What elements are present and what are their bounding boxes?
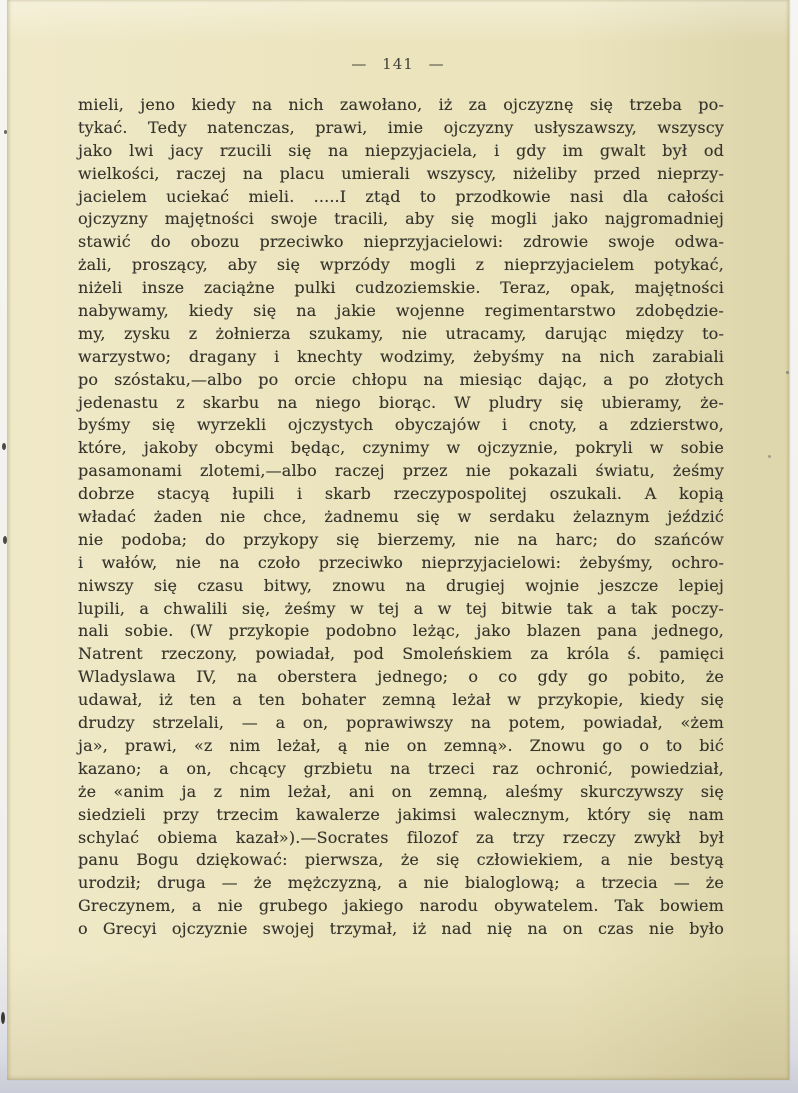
scan-speck <box>3 536 7 544</box>
scan-speck <box>786 371 789 374</box>
text-line: schylać obiema kazał»).—Socrates filozof za trzy rzeczy zwykł był <box>78 827 724 847</box>
text-line: niwszy się czasu bitwy, znowu na drugiej wojnie jeszcze lepiej <box>78 575 724 595</box>
header-left-dash: — <box>351 55 368 73</box>
text-line: o Grecyi ojczyznie swojej trzymał, iż nad nię na on czas nie było <box>78 919 724 939</box>
page-number: 141 <box>382 55 414 73</box>
text-line: dobrze stacyą łupili i skarb rzeczypospolitej oszukali. A kopią <box>78 484 724 504</box>
text-line: które, jakoby obcymi będąc, czynimy w ojczyznie, pokryli w sobie <box>78 438 724 458</box>
text-line: jedenastu z skarbu na niego biorąc. W pludry się ubieramy, że- <box>78 392 724 412</box>
text-line: Natrent rzeczony, powiadał, pod Smoleńskiem za króla ś. pamięci <box>78 644 724 664</box>
text-line: po szóstaku,—albo po orcie chłopu na miesiąc dając, a po złotych <box>78 369 724 389</box>
text-line: jako lwi jacy rzucili się na niepzyjaciela, i gdy im gwalt był od <box>78 140 724 160</box>
scan-speck <box>4 130 7 134</box>
text-line: Wladyslawa IV, na oberstera jednego; o co gdy go pobito, że <box>78 667 724 687</box>
text-line: jacielem uciekać mieli. .....I ztąd to przodkowie nasi dla całości <box>78 186 724 206</box>
scan-speck <box>2 443 6 450</box>
text-line: panu Bogu dziękować: pierwsza, że się człowiekiem, a nie bestyą <box>78 850 724 870</box>
text-line: warzystwo; dragany i knechty wodzimy, żebyśmy na nich zarabiali <box>78 346 724 366</box>
text-line: ojczyzny majętności swoje tracili, aby się mogli jako najgromadniej <box>78 209 724 229</box>
text-line: byśmy się wyrzekli ojczystych obyczajów i cnoty, a zdzierstwo, <box>78 415 724 435</box>
text-line: ja», prawi, «z nim leżał, ą nie on zemną». Znowu go o to bić <box>78 735 724 755</box>
text-line: siedzieli przy trzecim kawalerze jakimsi walecznym, który się nam <box>78 804 724 824</box>
text-line: udawał, iż ten a ten bohater zemną leżał w przykopie, kiedy się <box>78 690 724 710</box>
text-line: drudzy strzelali, — a on, poprawiwszy na potem, powiadał, «żem <box>78 713 724 733</box>
text-line: tykać. Tedy natenczas, prawi, imie ojczyzny usłyszawszy, wszyscy <box>78 117 724 137</box>
scan-speck <box>768 455 771 458</box>
text-line: władać żaden nie chce, żadnemu się w serdaku żelaznym jeździć <box>78 507 724 527</box>
text-line: żali, proszący, aby się wprzódy mogli z nieprzyjacielem potykać, <box>78 255 724 275</box>
text-line: nie podoba; do przykopy się bierzemy, nie na harc; do szańców <box>78 529 724 549</box>
text-line: i wałów, nie na czoło przeciwko nieprzyjacielowi: żebyśmy, ochro- <box>78 552 724 572</box>
text-line: lupili, a chwalili się, żeśmy w tej a w tej bitwie tak a tak poczy- <box>78 598 724 618</box>
text-line: Greczynem, a nie grubego jakiego narodu obywatelem. Tak bowiem <box>78 896 724 916</box>
text-line: wielkości, raczej na placu umierali wszyscy, niżeliby przed nieprzy- <box>78 163 724 183</box>
book-page <box>7 0 789 1080</box>
text-line: nali sobie. (W przykopie podobno leżąc, jako blazen pana jednego, <box>78 621 724 641</box>
text-line: niżeli insze zaciążne pulki cudzoziemskie. Teraz, opak, majętności <box>78 278 724 298</box>
header-right-dash: — <box>428 55 445 73</box>
text-line: mieli, jeno kiedy na nich zawołano, iż za ojczyznę się trzeba po- <box>78 95 724 114</box>
scan-speck <box>1 1012 5 1024</box>
text-line: kazano; a on, chcący grzbietu na trzeci raz ochronić, powiedział, <box>78 758 724 778</box>
text-line: my, zysku z żołnierza szukamy, nie utracamy, darując między to- <box>78 323 724 343</box>
text-line: stawić do obozu przeciwko nieprzyjacielowi: zdrowie swoje odwa- <box>78 232 724 252</box>
text-line: pasamonami zlotemi,—albo raczej przez nie pokazali światu, żeśmy <box>78 461 724 481</box>
body-text <box>78 94 724 941</box>
text-line: że «anim ja z nim leżał, ani on zemną, aleśmy skurczywszy się <box>78 781 724 801</box>
text-line: nabywamy, kiedy się na jakie wojenne regimentarstwo zdobędzie- <box>78 301 724 321</box>
page-number-header <box>7 55 789 73</box>
text-line: urodził; druga — że mężczyzną, a nie bialoglową; a trzecia — że <box>78 873 724 893</box>
